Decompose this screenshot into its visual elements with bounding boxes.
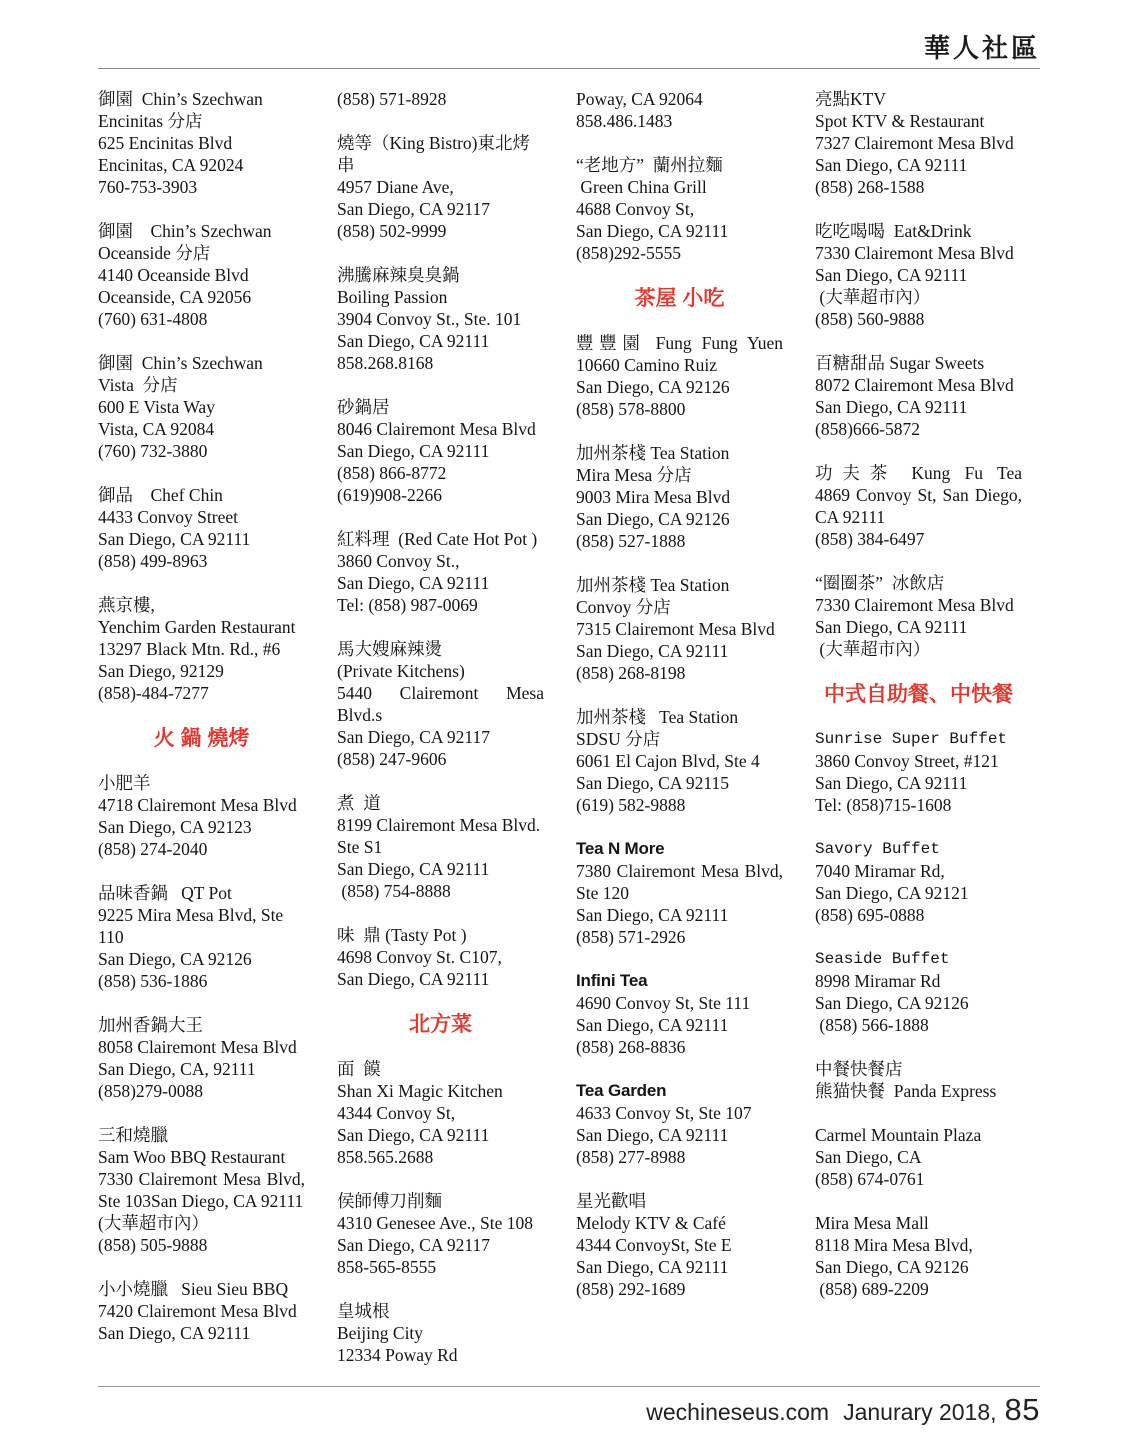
- entry-line: 13297 Black Mtn. Rd., #6: [98, 639, 281, 659]
- directory-column: [815, 88, 1022, 1388]
- entry-line: (858) 384-6497: [815, 529, 925, 549]
- entry-line: 御園 Chin’s Szechwan: [98, 353, 263, 373]
- entry-line: 9225 Mira Mesa Blvd, Ste 110: [98, 905, 288, 947]
- entry-line: Boiling Passion: [337, 287, 448, 307]
- footer-line: [646, 1392, 1040, 1428]
- entry-line: 4869 Convoy St, San Diego,: [815, 485, 1022, 505]
- entry-line: 858.486.1483: [576, 111, 673, 131]
- directory-entry: [98, 772, 305, 860]
- entry-line: Sunrise Super Buffet: [815, 730, 1008, 748]
- entry-line: 5440 Clairemont Mesa Blvd.s: [337, 683, 544, 725]
- entry-line: (858) 505-9888: [98, 1235, 208, 1255]
- entry-line: 8058 Clairemont Mesa Blvd: [98, 1037, 297, 1057]
- footer-rule: [98, 1386, 1040, 1387]
- entry-line: San Diego, CA 92111: [815, 617, 968, 637]
- directory-entry: [576, 838, 783, 948]
- entry-line: Savory Buffet: [815, 840, 940, 858]
- entry-line: 10660 Camino Ruiz: [576, 355, 717, 375]
- entry-line: (858) 277-8988: [576, 1147, 686, 1167]
- entry-line: CA 92111: [815, 507, 886, 527]
- entry-line: Mira Mesa Mall: [815, 1213, 929, 1233]
- entry-line: Encinitas 分店: [98, 111, 203, 131]
- section-header: 火 鍋 燒烤: [153, 727, 250, 750]
- entry-line: (858) 571-2926: [576, 927, 686, 947]
- entry-line: (858) 560-9888: [815, 309, 925, 329]
- directory-entry: [815, 728, 1022, 816]
- entry-line: Seaside Buffet: [815, 950, 950, 968]
- entry-line: San Diego, CA 92111: [576, 221, 729, 241]
- entry-line: (858) 695-0888: [815, 905, 925, 925]
- entry-line: San Diego, CA 92111: [337, 331, 490, 351]
- entry-line: Yenchim Garden Restaurant: [98, 617, 296, 637]
- entry-line: 9003 Mira Mesa Blvd: [576, 487, 731, 507]
- directory-entry: [815, 572, 1022, 660]
- footer-date: Janurary 2018,: [843, 1399, 997, 1425]
- directory-entry: [576, 442, 783, 552]
- entry-line: Tel: (858) 987-0069: [337, 595, 478, 615]
- entry-line: 858-565-8555: [337, 1257, 437, 1277]
- entry-line: 4433 Convoy Street: [98, 507, 238, 527]
- directory-entry: [98, 220, 305, 330]
- entry-line: 7315 Clairemont Mesa Blvd: [576, 619, 775, 639]
- entry-line: (760) 732-3880: [98, 441, 208, 461]
- entry-line: San Diego, CA, 92111: [98, 1059, 256, 1079]
- directory-entry: [98, 1124, 305, 1256]
- entry-line: San Diego, CA: [815, 1147, 922, 1167]
- entry-line: (858) 578-8800: [576, 399, 686, 419]
- entry-line: (760) 631-4808: [98, 309, 208, 329]
- entry-line: 8118 Mira Mesa Blvd,: [815, 1235, 973, 1255]
- entry-line: 品味香鍋 QT Pot: [98, 883, 232, 903]
- entry-line: 760-753-3903: [98, 177, 198, 197]
- section-header: 中式自助餐、中快餐: [824, 683, 1013, 706]
- entry-line: 858.268.8168: [337, 353, 434, 373]
- entry-line: 8072 Clairemont Mesa Blvd: [815, 375, 1014, 395]
- entry-line: 御園 Chin’s Szechwan: [98, 221, 272, 241]
- entry-line: (858) 268-8836: [576, 1037, 686, 1057]
- entry-line: 7040 Miramar Rd,: [815, 861, 945, 881]
- entry-line: Melody KTV & Café: [576, 1213, 726, 1233]
- entry-line: 8199 Clairemont Mesa Blvd.: [337, 815, 541, 835]
- directory-entry: [815, 88, 1022, 198]
- entry-line: Vista, CA 92084: [98, 419, 215, 439]
- entry-line: (619)908-2266: [337, 485, 442, 505]
- entry-line: 燕京樓,: [98, 595, 155, 615]
- entry-line: (858)666-5872: [815, 419, 920, 439]
- entry-line: 燒等（King Bistro)東北烤串: [337, 133, 530, 175]
- entry-line: San Diego, CA 92126: [576, 509, 730, 529]
- entry-line: San Diego, CA 92111: [337, 969, 490, 989]
- entry-line: 7330 Clairemont Mesa Blvd: [815, 595, 1014, 615]
- entry-line: 8046 Clairemont Mesa Blvd: [337, 419, 536, 439]
- entry-line: 侯師傅刀削麵: [337, 1191, 442, 1211]
- entry-line: (858) 754-8888: [337, 881, 451, 901]
- section-header: 茶屋 小吃: [634, 287, 725, 310]
- entry-line: 7330 Clairemont Mesa Blvd: [815, 243, 1014, 263]
- entry-line: Ste S1: [337, 837, 383, 857]
- entry-line: San Diego, CA 92123: [98, 817, 252, 837]
- directory-entry: [576, 154, 783, 264]
- entry-line: 3860 Convoy Street, #121: [815, 751, 999, 771]
- directory-entry: [576, 332, 783, 420]
- entry-line: 4957 Diane Ave,: [337, 177, 454, 197]
- entry-line: “圈圈茶” 冰飲店: [815, 573, 945, 593]
- directory-entry: [815, 220, 1022, 330]
- entry-line: 4344 Convoy St,: [337, 1103, 456, 1123]
- entry-line: 4718 Clairemont Mesa Blvd: [98, 795, 297, 815]
- entry-line: (858)-484-7277: [98, 683, 209, 703]
- page-title: 華人社區: [923, 33, 1040, 63]
- directory-entry: [815, 462, 1022, 550]
- entry-line: 加州香鍋大王: [98, 1015, 203, 1035]
- entry-line: San Diego, CA 92111: [337, 1125, 490, 1145]
- entry-line: (858) 502-9999: [337, 221, 447, 241]
- entry-line: (大華超市內）: [815, 639, 931, 659]
- entry-line: (858) 268-1588: [815, 177, 925, 197]
- entry-line: San Diego, CA 92111: [337, 573, 490, 593]
- entry-line: (858) 247-9606: [337, 749, 447, 769]
- entry-line: San Diego, CA 92117: [337, 199, 490, 219]
- entry-line: San Diego, CA 92111: [576, 1125, 729, 1145]
- entry-line: 7380 Clairemont Mesa Blvd,: [576, 861, 783, 881]
- entry-line: San Diego, CA 92117: [337, 1235, 490, 1255]
- entry-line: Beijing City: [337, 1323, 424, 1343]
- entry-line: 4140 Oceanside Blvd: [98, 265, 249, 285]
- entry-line: 紅料理 (Red Cate Hot Pot ): [337, 529, 538, 549]
- entry-line: (858) 571-8928: [337, 89, 447, 109]
- entry-line: Poway, CA 92064: [576, 89, 703, 109]
- entry-line: San Diego, CA 92126: [576, 377, 730, 397]
- entry-line: 4688 Convoy St,: [576, 199, 695, 219]
- directory-entry: [337, 88, 544, 110]
- entry-line: 百糖甜品 Sugar Sweets: [815, 353, 985, 373]
- directory-entry: [576, 970, 783, 1058]
- entry-line: 4633 Convoy St, Ste 107: [576, 1103, 752, 1123]
- entry-line: San Diego, CA 92111: [337, 441, 490, 461]
- entry-line: 御品 Chef Chin: [98, 485, 223, 505]
- entry-line: San Diego, CA 92126: [98, 949, 252, 969]
- entry-line: 3904 Convoy St., Ste. 101: [337, 309, 522, 329]
- entry-line: San Diego, CA 92115: [576, 773, 729, 793]
- entry-line: San Diego, CA 92111: [815, 773, 968, 793]
- entry-line: San Diego, CA 92111: [815, 397, 968, 417]
- directory-entry: [98, 88, 305, 198]
- entry-line: (大華超市內）: [815, 287, 931, 307]
- entry-line: San Diego, CA 92111: [576, 641, 729, 661]
- entry-line: (858) 866-8772: [337, 463, 447, 483]
- entry-line: 7420 Clairemont Mesa Blvd: [98, 1301, 297, 1321]
- entry-line: (858) 292-1689: [576, 1279, 686, 1299]
- entry-line: 600 E Vista Way: [98, 397, 215, 417]
- entry-line: 4310 Genesee Ave., Ste 108: [337, 1213, 534, 1233]
- directory-entry: [815, 1212, 1022, 1300]
- entry-line: 12334 Poway Rd: [337, 1345, 458, 1365]
- entry-line: Sam Woo BBQ Restaurant: [98, 1147, 286, 1167]
- entry-line: (Private Kitchens): [337, 661, 465, 681]
- directory-entry: [98, 1014, 305, 1102]
- directory-entry: [337, 1190, 544, 1278]
- entry-line: 中餐快餐店: [815, 1059, 903, 1079]
- footer-site-url: wechineseus.com: [646, 1399, 830, 1425]
- entry-line: San Diego, CA 92126: [815, 993, 969, 1013]
- entry-line: San Diego, CA 92111: [98, 529, 251, 549]
- entry-line: (858) 674-0761: [815, 1169, 925, 1189]
- entry-line: 4344 ConvoySt, Ste E: [576, 1235, 732, 1255]
- entry-line: 625 Encinitas Blvd: [98, 133, 233, 153]
- entry-line: (858) 566-1888: [815, 1015, 929, 1035]
- entry-line: 小小燒臘 Sieu Sieu BBQ: [98, 1279, 289, 1299]
- directory-column: [576, 88, 783, 1388]
- entry-line: 858.565.2688: [337, 1147, 434, 1167]
- entry-line: San Diego, CA 92111: [815, 265, 968, 285]
- directory-entry: [337, 1058, 544, 1168]
- entry-line: San Diego, CA 92111: [98, 1323, 251, 1343]
- entry-line: San Diego, CA 92111: [815, 155, 968, 175]
- entry-line: 三和燒臘: [98, 1125, 168, 1145]
- entry-line: 豐豐園 Fung Fung Yuen: [576, 333, 783, 353]
- entry-line: Convoy 分店: [576, 597, 671, 617]
- entry-line: (858) 268-8198: [576, 663, 686, 683]
- directory-entry: [815, 838, 1022, 926]
- entry-line: Ste 120: [576, 883, 629, 903]
- entry-line: (大華超市內）: [98, 1213, 209, 1233]
- entry-line: Oceanside 分店: [98, 243, 211, 263]
- directory-entry: [815, 948, 1022, 1036]
- entry-line: 加州茶棧 Tea Station: [576, 443, 730, 463]
- entry-line: 馬大嫂麻辣燙: [337, 639, 442, 659]
- entry-line: 8998 Miramar Rd: [815, 971, 941, 991]
- directory-entry: [337, 264, 544, 374]
- entry-line: San Diego, CA 92126: [815, 1257, 969, 1277]
- directory-entry: [337, 396, 544, 506]
- directory-entry: [337, 792, 544, 902]
- directory-entry: [815, 1058, 1022, 1102]
- directory-column: [337, 88, 544, 1388]
- entry-line: 4690 Convoy St, Ste 111: [576, 993, 751, 1013]
- directory-entry: [98, 594, 305, 704]
- entry-line: 皇城根: [337, 1301, 390, 1321]
- entry-line: 4698 Convoy St. C107,: [337, 947, 502, 967]
- entry-line: 亮點KTV: [815, 89, 886, 109]
- entry-line: (858) 689-2209: [815, 1279, 929, 1299]
- entry-line: 加州茶棧 Tea Station: [576, 575, 730, 595]
- directory-entry: [98, 484, 305, 572]
- entry-line: Spot KTV & Restaurant: [815, 111, 985, 131]
- directory-entry: [98, 882, 305, 992]
- entry-line: Carmel Mountain Plaza: [815, 1125, 982, 1145]
- entry-line: San Diego, CA 92117: [337, 727, 490, 747]
- directory-entry: [815, 352, 1022, 440]
- directory-column: [98, 88, 305, 1388]
- directory-entry: [576, 1080, 783, 1168]
- entry-line: 味 鼎 (Tasty Pot ): [337, 925, 467, 945]
- entry-line: Green China Grill: [576, 177, 707, 197]
- entry-line: 3860 Convoy St.,: [337, 551, 460, 571]
- entry-line: 沸騰麻辣臭臭鍋: [337, 265, 460, 285]
- directory-entry: [576, 88, 783, 132]
- entry-line: San Diego, CA 92111: [576, 905, 729, 925]
- entry-line: Tea Garden: [576, 1081, 667, 1100]
- entry-line: San Diego, CA 92111: [576, 1015, 729, 1035]
- entry-line: 吃吃喝喝 Eat&Drink: [815, 221, 972, 241]
- directory-entry: [576, 574, 783, 684]
- entry-line: San Diego, CA 92111: [337, 859, 490, 879]
- entry-line: San Diego, 92129: [98, 661, 224, 681]
- directory-entry: [337, 638, 544, 770]
- entry-line: 小肥羊: [98, 773, 151, 793]
- entry-line: 御園 Chin’s Szechwan: [98, 89, 263, 109]
- entry-line: (858)292-5555: [576, 243, 681, 263]
- directory-columns: [98, 88, 1022, 1388]
- entry-line: (858) 274-2040: [98, 839, 208, 859]
- entry-line: Tel: (858)715-1608: [815, 795, 952, 815]
- header-rule: [98, 68, 1040, 69]
- entry-line: SDSU 分店: [576, 729, 661, 749]
- directory-entry: [98, 352, 305, 462]
- directory-entry: [337, 132, 544, 242]
- page-header: [98, 0, 1040, 69]
- entry-line: (858) 499-8963: [98, 551, 208, 571]
- entry-line: 砂鍋居: [337, 397, 390, 417]
- entry-line: San Diego, CA 92111: [576, 1257, 729, 1277]
- entry-line: (858) 536-1886: [98, 971, 208, 991]
- directory-entry: [337, 924, 544, 990]
- entry-line: 7327 Clairemont Mesa Blvd: [815, 133, 1014, 153]
- entry-line: Ste 103San Diego, CA 92111: [98, 1191, 304, 1211]
- directory-entry: [337, 528, 544, 616]
- entry-line: Oceanside, CA 92056: [98, 287, 252, 307]
- entry-line: Encinitas, CA 92024: [98, 155, 244, 175]
- entry-line: 加州茶棧 Tea Station: [576, 707, 739, 727]
- directory-entry: [337, 1300, 544, 1366]
- entry-line: Infini Tea: [576, 971, 648, 990]
- entry-line: Mira Mesa 分店: [576, 465, 692, 485]
- entry-line: 煮 道: [337, 793, 381, 813]
- entry-line: 6061 El Cajon Blvd, Ste 4: [576, 751, 760, 771]
- section-header: 北方菜: [409, 1013, 472, 1036]
- entry-line: (858) 527-1888: [576, 531, 686, 551]
- entry-line: Vista 分店: [98, 375, 178, 395]
- page-number: 85: [1004, 1392, 1040, 1427]
- entry-line: San Diego, CA 92121: [815, 883, 969, 903]
- entry-line: (619) 582-9888: [576, 795, 686, 815]
- entry-line: Tea N More: [576, 839, 665, 858]
- directory-entry: [98, 1278, 305, 1344]
- entry-line: 功夫茶 Kung Fu Tea: [815, 463, 1022, 483]
- directory-entry: [815, 1124, 1022, 1190]
- entry-line: “老地方” 蘭州拉麵: [576, 155, 723, 175]
- entry-line: 7330 Clairemont Mesa Blvd,: [98, 1169, 305, 1189]
- entry-line: Shan Xi Magic Kitchen: [337, 1081, 503, 1101]
- directory-entry: [576, 1190, 783, 1300]
- entry-line: (858)279-0088: [98, 1081, 203, 1101]
- entry-line: 熊猫快餐 Panda Express: [815, 1081, 997, 1101]
- entry-line: 面 饃: [337, 1059, 381, 1079]
- directory-entry: [576, 706, 783, 816]
- entry-line: 星光歡唱: [576, 1191, 646, 1211]
